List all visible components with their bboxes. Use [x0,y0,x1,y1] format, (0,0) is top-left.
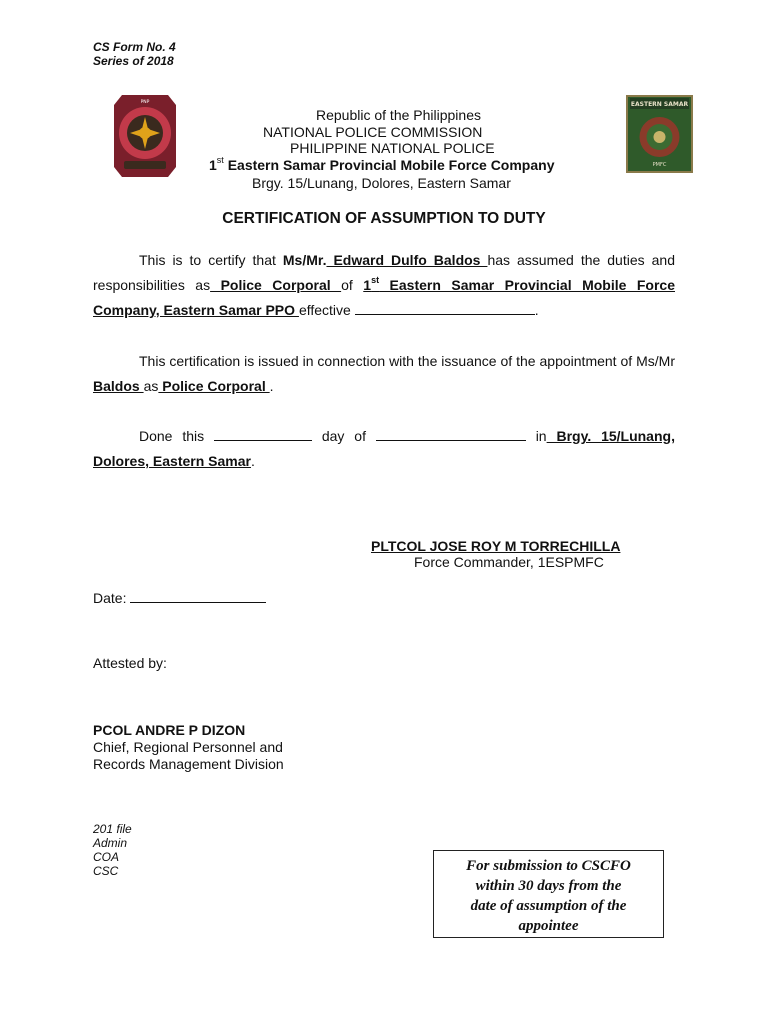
p3-text-3: in [525,428,547,444]
form-series: Series of 2018 [93,54,174,68]
p1-text-4: effective [298,302,355,318]
header-unit-sup: st [216,155,224,166]
attester-name: PCOL ANDRE P DIZON [93,722,246,738]
attester-title-2: Records Management Division [93,756,284,772]
p1-msmr: Ms/Mr. [282,252,327,268]
submission-note-line: For submission to CSCFO [466,858,631,874]
date-label: Date: [93,590,131,606]
certification-paragraph [93,248,675,323]
submission-note-box [433,850,664,938]
eastern-samar-pmfc-patch-logo [626,95,693,173]
header-pnp: PHILIPPINE NATIONAL POLICE [290,140,495,156]
submission-note-line: date of assumption of the [470,898,627,914]
copy-item: 201 file [93,822,132,836]
p1-text-5: . [534,302,539,318]
p1-text-1: This is to certify that [139,252,283,268]
header-unit [209,157,554,174]
unit-ordinal: 1 [363,277,372,293]
date-line [93,588,266,607]
header-napolcom: NATIONAL POLICE COMMISSION [263,124,483,140]
form-number: CS Form No. 4 [93,40,176,54]
signatory-name: PLTCOL JOSE ROY M TORRECHILLA [371,538,621,554]
pnp-seal-logo [112,93,178,179]
copy-item: Admin [93,836,128,850]
p3-text-1: Done this [139,428,214,444]
attester-title-1: Chief, Regional Personnel and [93,739,283,755]
svg-text:EASTERN SAMAR: EASTERN SAMAR [630,101,689,108]
copy-item: COA [93,850,120,864]
appointment-position: Police Corporal [158,378,270,394]
issuance-paragraph [93,349,675,399]
p2-text-3: . [269,378,274,394]
date-blank[interactable] [130,588,266,603]
effective-date-blank[interactable] [355,300,535,315]
copy-furnished-list [93,822,132,878]
appointee-position: Police Corporal [210,277,342,293]
p3-text-2: day of [311,428,376,444]
copy-item: CSC [93,864,119,878]
month-blank[interactable] [376,426,526,441]
header-unit-rest: Eastern Samar Provincial Mobile Force Company [223,157,555,173]
submission-note-line: appointee [518,918,579,934]
p3-text-4: . [250,453,255,469]
appointee-name: Edward Dulfo Baldos [326,252,488,268]
done-paragraph [93,424,675,474]
p1-text-3: of [341,277,364,293]
unit-rest: Eastern Samar Provincial Mobile Force Company, Eastern Samar PPO [93,277,675,318]
header-republic: Republic of the Philippines [316,107,481,123]
svg-text:PNP: PNP [140,100,150,105]
p2-text-1: This certification is issued in connection with the issuance of the appointment of Ms/Mr [139,353,675,369]
signatory-title: Force Commander, 1ESPMFC [414,554,604,570]
form-number-block [93,40,176,68]
submission-note-line: within 30 days from the [475,878,622,894]
day-blank[interactable] [214,426,312,441]
header-unit-ordinal: 1 [209,157,217,173]
svg-text:PMFC: PMFC [652,162,667,168]
attested-label: Attested by: [93,655,167,671]
document-title: CERTIFICATION OF ASSUMPTION TO DUTY [222,210,546,227]
place-of-signing: Brgy. 15/Lunang, Dolores, Eastern Samar [93,428,675,469]
unit-sup: st [371,275,380,286]
p1-text-2: has assumed the duties and responsibilities as [93,252,675,293]
p2-text-2: as [143,378,159,394]
header-address: Brgy. 15/Lunang, Dolores, Eastern Samar [252,175,511,191]
appointee-surname: Baldos [93,378,144,394]
